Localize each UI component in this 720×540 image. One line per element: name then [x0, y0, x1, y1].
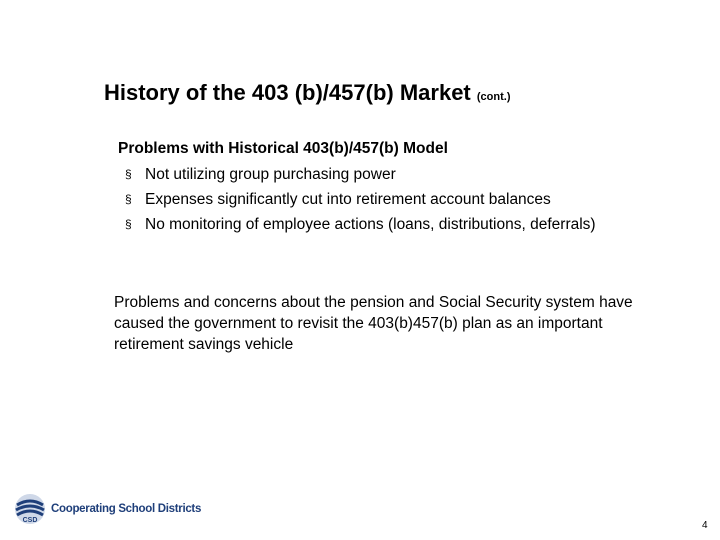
bullet-text: No monitoring of employee actions (loans, distributions, deferrals)	[145, 216, 596, 233]
bullet-text: Expenses significantly cut into retirement account balances	[145, 191, 551, 208]
bullet-marker: §	[125, 192, 132, 206]
bullet-marker: §	[125, 217, 132, 231]
bullet-marker: §	[125, 167, 132, 181]
bullet-item	[118, 164, 638, 185]
bullet-list	[118, 164, 638, 239]
section-heading: Problems with Historical 403(b)/457(b) Model	[118, 140, 448, 157]
footer-logo	[14, 492, 201, 526]
logo-text: Cooperating School Districts	[51, 503, 202, 515]
bullet-item	[118, 214, 638, 235]
page-number: 4	[702, 520, 708, 531]
title-text: History of the 403 (b)/457(b) Market	[104, 80, 471, 105]
bullet-text: Not utilizing group purchasing power	[145, 166, 396, 183]
body-paragraph: Problems and concerns about the pension and Social Security system have caused the government to revisit the 403(b)457(b) plan as an important retirement savings vehicle	[114, 294, 633, 353]
bullet-item	[118, 189, 638, 210]
csd-logo-icon	[14, 493, 46, 525]
title-suffix: (cont.)	[476, 91, 511, 103]
logo-mark-text: CSD	[22, 517, 38, 524]
slide-title	[104, 80, 510, 106]
